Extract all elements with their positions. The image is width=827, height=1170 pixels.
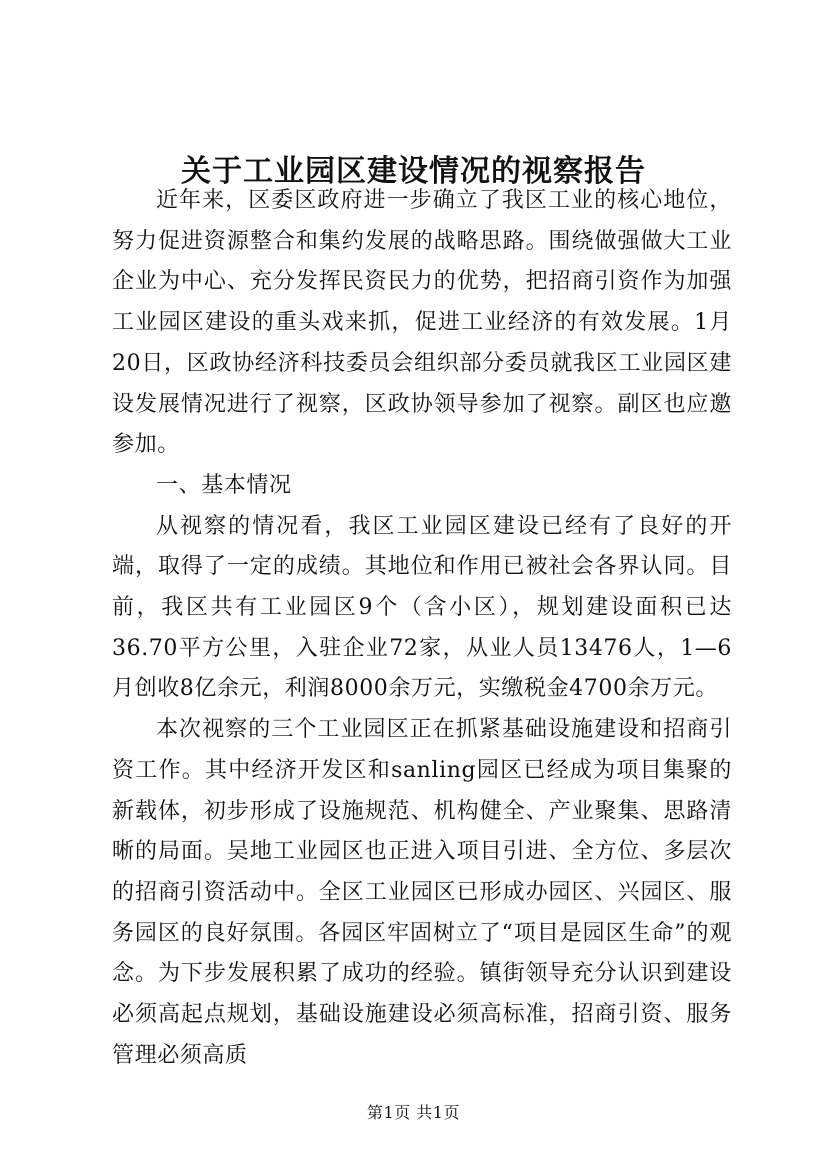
document-body <box>112 181 732 1076</box>
paragraph-intro: 近年来，区委区政府进一步确立了我区工业的核心地位，努力促进资源整合和集约发展的战略思路。围绕做强做大工业企业为中心、充分发挥民资民力的优势，把招商引资作为加强工业园区建设的重头戏来抓，促进工业经济的有效发展。1月20日，区政协经济科技委员会组织部分委员就我区工业园区建设发展情况进行了视察，区政协领导参加了视察。副区也应邀参加。 <box>112 188 732 458</box>
document-title: 关于工业园区建设情况的视察报告 <box>181 154 646 189</box>
section-heading-basic-situation: 一、基本情况 <box>156 472 292 498</box>
page-footer: 第1页 共1页 <box>367 1103 460 1122</box>
paragraph-parks: 本次视察的三个工业园区正在抓紧基础设施建设和招商引资工作。其中经济开发区和sanling园区已经成为项目集聚的新载体，初步形成了设施规范、机构健全、产业聚集、思路清晰的局面。吴地工业园区也正进入项目引进、全方位、多层次的招商引资活动中。全区工业园区已形成办园区、兴园区、服务园区的良好氛围。各园区牢固树立了“项目是园区生命”的观念。为下步发展积累了成功的经验。镇街领导充分认识到建设必须高起点规划，基础设施建设必须高标准，招商引资、服务管理必须高质 <box>112 717 732 1068</box>
paragraph-overview: 从视察的情况看，我区工业园区建设已经有了良好的开端，取得了一定的成绩。其地位和作用已被社会各界认同。目前，我区共有工业园区9个（含小区），规划建设面积已达36.70平方公里，入驻企业72家，从业人员13476人，1—6月创收8亿余元，利润8000余万元，实缴税金4700余万元。 <box>112 513 732 702</box>
